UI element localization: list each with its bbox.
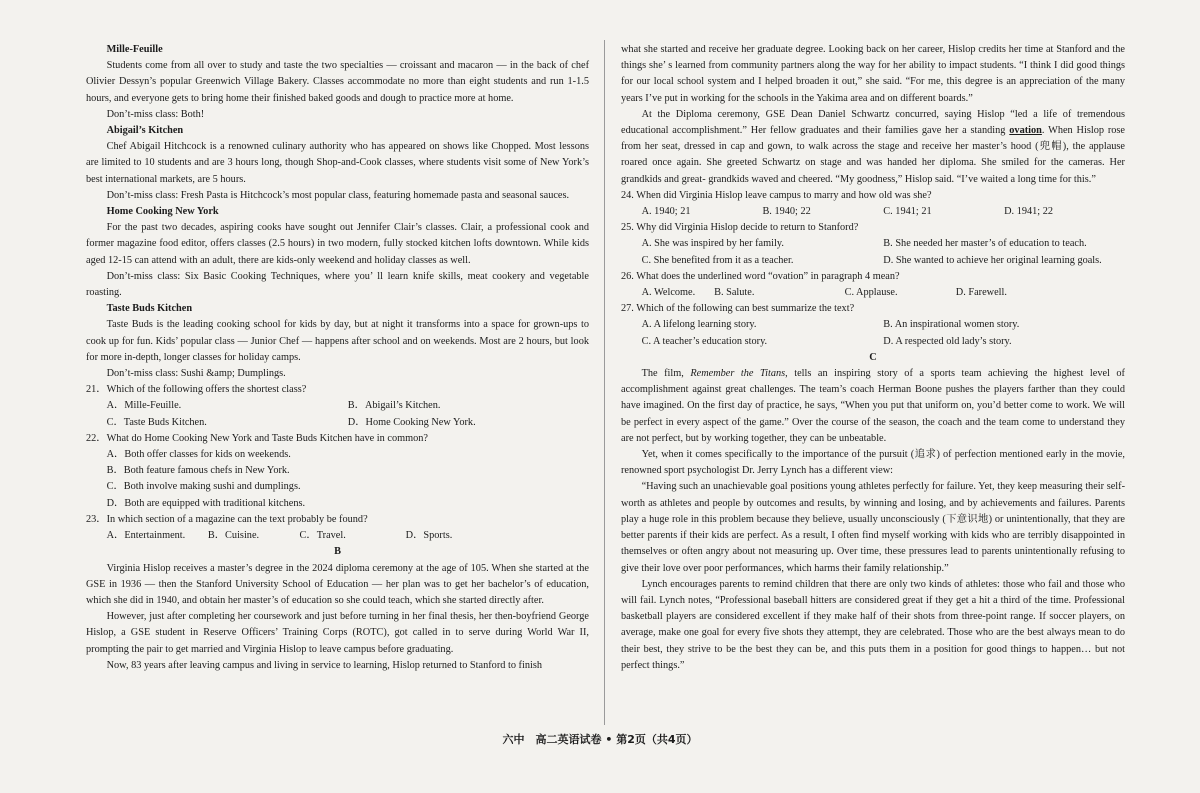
section-label-c: C xyxy=(869,351,877,363)
paragraph: Yet, when it comes specifically to the importance of the pursuit (追求) of perfection mentioned early in the movie, renowned sport psychologist Dr. Jerry Lynch has a different view: xyxy=(621,449,1125,477)
question-24-options xyxy=(621,204,1125,220)
option-c: C. 1941; 21 xyxy=(883,206,932,218)
text-run: . When Hislop rose from her seat, dressed in cap and gown, to walk across the stage and receive her master’s hood (兜帽), the applause roared once again. She greeted Schwartz on stage and was handed her diploma. She smiled for the cameras. Her grandkids and great- grandkids waved and cheered. “My goodness,” Hislop said. “I’ve waited a long time for this.” xyxy=(621,125,1125,185)
option-a: A. 1940; 21 xyxy=(641,206,691,218)
paragraph xyxy=(621,366,1125,447)
question-26-options xyxy=(621,285,1125,301)
option-b: B. She needed her master’s of education to teach. xyxy=(883,238,1087,250)
column-divider xyxy=(604,40,605,725)
section-label-b: B xyxy=(334,546,341,558)
page-footer: 六中 高二英语试卷 • 第2页（共4页） xyxy=(502,733,698,746)
section-title-abigails-kitchen: Abigail’s Kitchen xyxy=(106,125,184,137)
paragraph xyxy=(621,107,1125,188)
paragraph: Chef Abigail Hitchcock is a renowned culinary authority who has appeared on shows like Chopped. Most lessons are limited to 10 students and are 3 hours long, though Shop-and-Cook classes, where students visit some of New York’s best international markets, are 5 hours. xyxy=(86,141,589,185)
paragraph: For the past two decades, aspiring cooks have sought out Jennifer Clair’s classes. Clair, a professional cook and former magazine food editor, offers classes (2.5 hours) in two modern, fully stocked kitchen lofts downtown. While kids aged 12-15 can attend with an adult, there are kids-only weekend and holiday classes as well. xyxy=(86,222,589,266)
option-b: B. Salute. xyxy=(714,287,755,299)
option-text: D．Both are equipped with traditional kitchens. xyxy=(106,497,306,509)
dont-miss-line: Don’t-miss class: Sushi &amp; Dumplings. xyxy=(106,368,286,380)
option-d: D. 1941; 22 xyxy=(1004,206,1054,218)
option-b: B．Abigail’s Kitchen. xyxy=(347,400,441,412)
question-25: 25. Why did Virginia Hislop decide to return to Stanford? xyxy=(621,222,859,234)
question-23-options xyxy=(86,528,589,544)
option-a: A. A lifelong learning story. xyxy=(641,319,757,331)
question-27: 27. Which of the following can best summarize the text? xyxy=(621,303,855,315)
question-21-options xyxy=(86,415,589,431)
question-23: 23．In which section of a magazine can the text probably be found? xyxy=(86,513,368,525)
paragraph: Lynch encourages parents to remind children that there are only two kinds of athletes: those who fail and those who will fail. Lynch notes, “Professional baseball hitters are considered great if they get a hit a third of the time. Professional basketball players are considered excellent if they make half of their shots from three-point range. If soccer players, on average, make one goal for every five shots they attempt, they are celebrated. Those who are the best always mean to do their best, they strive to be the best they can be, and this puts them in a position for good things to happen… but not perfect things.” xyxy=(621,578,1125,671)
option-d: D．Sports. xyxy=(405,530,453,542)
question-21: 21．Which of the following offers the shortest class? xyxy=(86,384,307,396)
question-22: 22．What do Home Cooking New York and Taste Buds Kitchen have in common? xyxy=(86,432,428,444)
option-a xyxy=(86,447,589,463)
question-25-options xyxy=(621,236,1125,252)
question-27-options xyxy=(621,334,1125,350)
option-c: C. She benefited from it as a teacher. xyxy=(641,254,794,266)
question-26: 26. What does the underlined word “ovation” in paragraph 4 mean? xyxy=(621,270,900,282)
left-column xyxy=(86,42,589,674)
option-d: D. Farewell. xyxy=(955,287,1007,299)
section-title-home-cooking: Home Cooking New York xyxy=(106,206,219,218)
option-b: B．Cuisine. xyxy=(207,530,260,542)
option-d: D．Home Cooking New York. xyxy=(347,416,476,428)
option-c xyxy=(86,479,589,495)
option-text: C．Both involve making sushi and dumplings. xyxy=(106,481,301,493)
text-run: At the Diploma ceremony, GSE Dean Daniel Schwartz concurred, saying Hislop “led a life of tremendous educational accomplishment.” Her fellow graduates and their families gave her a standing xyxy=(621,108,1125,137)
option-a: A. Welcome. xyxy=(641,287,696,299)
option-b: B. 1940; 22 xyxy=(762,206,811,218)
right-column xyxy=(621,42,1125,674)
text-run: , tells an inspiring story of a sports team achieving the highest level of accomplishment against great challenges. The team’s coach Herman Boone pushes the players farther than they could have imagined. On the first day of practice, he says, “When you put that uniform on, you’d better come to work. We will be perfect in every aspect of the game.” Over the course of the season, the coach and the team come to understand they are not perfect, but by working together, they can be unbeatable. xyxy=(621,368,1125,444)
option-b: B. An inspirational women story. xyxy=(883,319,1020,331)
section-title-mille-feuille: Mille-Feuille xyxy=(106,44,163,55)
paragraph: what she started and receive her graduate degree. Looking back on her career, Hislop credits her time at Stanford and the things she’ s learned from community partners along the way for her ability to impact students. “I think I did good things for our local school system and I helped broaden it out,” she said. “For me, this degree is an appreciation of the many years I’ve put in working for the schools in the Yakima area and on different boards.” xyxy=(621,44,1125,104)
option-d xyxy=(86,496,589,512)
option-a: A．Mille-Feuille. xyxy=(106,400,182,412)
paragraph: Students come from all over to study and taste the two specialties — croissant and macaron — in the back of chef Olivier Dessyn’s popular Greenwich Village Bakery. Classes accommodate no more than eight students and run 1-1.5 hours, and everyone gets to bring home their finished baked goods and dough to practice more at home. xyxy=(86,60,589,104)
option-text: B．Both feature famous chefs in New York. xyxy=(106,465,290,477)
text-run: The film, xyxy=(641,368,691,380)
paragraph: Virginia Hislop receives a master’s degree in the 2024 diploma ceremony at the age of 105. When she started at the GSE in 1936 — then the Stanford University School of Education — her plan was to get her bachelor’s of education, which she did in 1940, and obtain her master’s of education so she could teach, which she started directly after. xyxy=(86,562,589,606)
dont-miss-line: Don’t-miss class: Six Basic Cooking Techniques, where you’ ll learn knife skills, meat cookery and vegetable roasting. xyxy=(86,270,589,299)
film-title: Remember the Titans xyxy=(690,368,786,380)
option-c: C．Taste Buds Kitchen. xyxy=(106,416,207,428)
option-c: C．Travel. xyxy=(299,530,346,542)
option-b xyxy=(86,463,589,479)
question-27-options xyxy=(621,317,1125,333)
underlined-word: ovation xyxy=(1009,125,1042,137)
paragraph: However, just after completing her coursework and just before turning in her final thesis, her then-boyfriend George Hislop, a GSE student in Reserve Officers’ Training Corps (ROTC), got called in to serve during World War II, prompting the pair to get married and Virginia Hislop to leave campus before graduating. xyxy=(86,611,589,655)
section-title-taste-buds: Taste Buds Kitchen xyxy=(106,303,193,315)
dont-miss-line: Don’t-miss class: Both! xyxy=(106,108,205,120)
option-a: A. She was inspired by her family. xyxy=(641,238,784,250)
paragraph: Taste Buds is the leading cooking school for kids by day, but at night it transforms into a space for grown-ups to cook up for fun. Kids’ popular class — Junior Chef — happens after school and on weekends. Most are 2 hours, but look for more in-depth, longer classes for holiday camps. xyxy=(86,319,589,363)
option-a: A．Entertainment. xyxy=(106,530,186,542)
option-text: A．Both offer classes for kids on weekends. xyxy=(106,449,291,461)
paragraph: Now, 83 years after leaving campus and living in service to learning, Hislop returned to Stanford to finish xyxy=(106,659,543,671)
option-c: C. Applause. xyxy=(844,287,898,299)
question-21-options xyxy=(86,398,589,414)
question-25-options xyxy=(621,253,1125,269)
quote-paragraph: “Having such an unachievable goal positions young athletes perfectly for failure. Yet, they keep measuring their self-worth as athletes and people by outcomes and results, by winning and losing, and by achievements and failures. Parents play a huge role in this problem because they believe, usually unconsciously (下意识地) or unintentionally, that they are better parents if their kids are perfect. As a result, I often find myself working with kids who are terribly disappointed in themselves or often angry about not measuring up. Over time, these pressures lead to parents unintentionally refusing to give their love over poor performances, which harms their family relationship.” xyxy=(621,481,1125,574)
question-24: 24. When did Virginia Hislop leave campus to marry and how old was she? xyxy=(621,189,932,201)
option-d: D. A respected old lady’s story. xyxy=(883,335,1012,347)
option-c: C. A teacher’s education story. xyxy=(641,335,768,347)
dont-miss-line: Don’t-miss class: Fresh Pasta is Hitchcock’s most popular class, featuring homemade pasta and seasonal sauces. xyxy=(106,189,570,201)
option-d: D. She wanted to achieve her original learning goals. xyxy=(883,254,1102,266)
